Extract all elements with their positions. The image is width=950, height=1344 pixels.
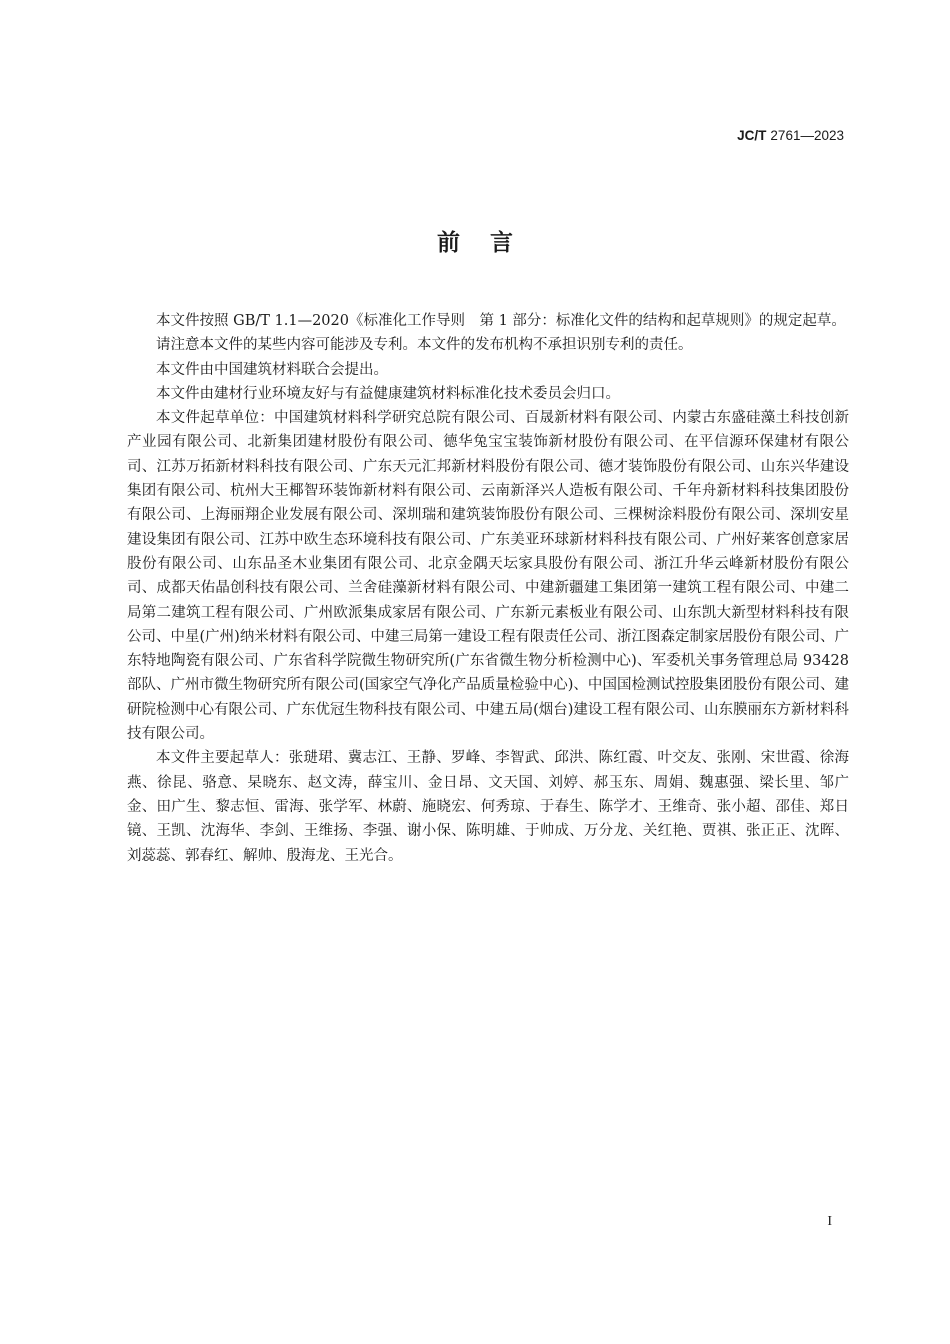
paragraph-drafting-rules: 本文件按照 GB/T 1.1—2020《标准化工作导则 第 1 部分：标准化文件的结构和起草规则》的规定起草。 bbox=[156, 313, 846, 329]
page-title: 前言 bbox=[437, 230, 543, 256]
paragraph-proposer: 本文件由中国建筑材料联合会提出。 bbox=[156, 361, 388, 378]
foreword-body bbox=[127, 309, 849, 868]
standard-number: 2761—2023 bbox=[770, 128, 844, 143]
paragraph-drafting-units: 本文件起草单位：中国建筑材料科学研究总院有限公司、百晟新材料有限公司、内蒙古东盛硅藻土科技创新产业园有限公司、北新集团建材股份有限公司、德华兔宝宝装饰新材股份有限公司、在平信源环保建材有限公司、江苏万拓新材料科技有限公司、广东天元汇邦新材料股份有限公司、德才装饰股份有限公司、山东兴华建设集团有限公司、杭州大王椰智环装饰新材料有限公司、云南新泽兴人造板有限公司、千年舟新材料科技集团股份有限公司、上海丽翔企业发展有限公司、深圳瑞和建筑装饰股份有限公司、三棵树涂料股份有限公司、深圳安星建设集团有限公司、江苏中欧生态环境科技有限公司、广东美亚环球新材料科技有限公司、广州好莱客创意家居股份有限公司、山东品圣木业集团有限公司、北京金隅天坛家具股份有限公司、浙江升华云峰新材股份有限公司、成都天佑晶创科技有限公司、兰舍硅藻新材料有限公司、中建新疆建工集团第一建筑工程有限公司、中建二局第二建筑工程有限公司、广州欧派集成家居有限公司、广东新元素板业有限公司、山东凯大新型材料科技有限公司、中星(广州)纳米材料有限公司、中建三局第一建设工程有限责任公司、浙江图森定制家居股份有限公司、广东特地陶瓷有限公司、广东省科学院微生物研究所(广东省微生物分析检测中心)、军委机关事务管理总局 93428 部队、广州市微生物研究所有限公司(国家空气净化产品质量检验中心)、中国国检测试控股集团股份有限公司、建研院检测中心有限公司、广东优冠生物科技有限公司、中建五局(烟台)建设工程有限公司、山东膜丽东方新材料科技有限公司。 bbox=[127, 410, 849, 743]
page-number: I bbox=[827, 1214, 832, 1229]
standard-code bbox=[737, 128, 844, 144]
standard-prefix: JC/T bbox=[737, 128, 767, 143]
paragraph-committee: 本文件由建材行业环境友好与有益健康建筑材料标准化技术委员会归口。 bbox=[156, 385, 620, 402]
paragraph-patent-notice: 请注意本文件的某些内容可能涉及专利。本文件的发布机构不承担识别专利的责任。 bbox=[156, 337, 693, 354]
paragraph-drafters: 本文件主要起草人：张琎珺、冀志江、王静、罗峰、李智武、邱洪、陈红霞、叶交友、张刚、宋世霞、徐海燕、徐昆、骆意、杲晓东、赵文涛，薛宝川、金日昂、文天国、刘婷、郝玉东、周娟、魏惠强、梁长里、邹广金、田广生、黎志恒、雷海、张学军、林蔚、施晓宏、何秀琼、于春生、陈学才、王维奇、张小超、邵佳、郑日镜、王凯、沈海华、李剑、王维扬、李强、谢小保、陈明雄、于帅成、万分龙、关红艳、贾祺、张正正、沈晖、刘蕊蕊、郭春红、解帅、殷海龙、王光合。 bbox=[127, 750, 849, 864]
